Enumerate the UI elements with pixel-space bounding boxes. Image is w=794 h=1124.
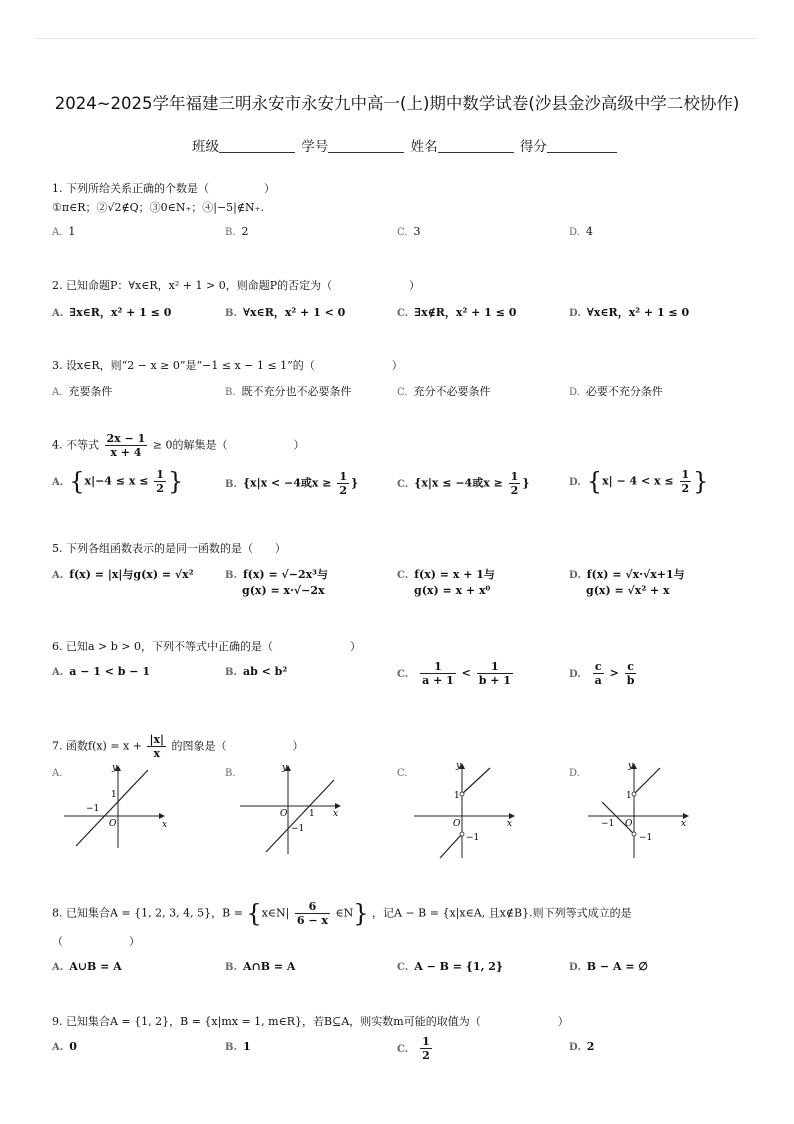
svg-text:O: O [109, 819, 117, 829]
question-2-option-a: A. ∃x∈R，x² + 1 ≤ 0 [52, 306, 172, 319]
question-4-stem: 4. 不等式 $\frac{2x - 1}{x + 4}$ ≥ 0的解集是（ ） [52, 432, 305, 459]
score-label: 得分 [519, 139, 547, 155]
svg-text:x: x [681, 819, 687, 829]
svg-text:O: O [280, 809, 288, 819]
svg-text:y: y [456, 761, 462, 771]
question-1-option-c: C. 3 [397, 225, 421, 238]
question-9-stem: 9. 已知集合A = {1, 2}，B = {x|mx = 1, m∈R}，若B⊆A，则实数m可能的取值为（ ） [52, 1015, 569, 1028]
svg-text:1: 1 [454, 791, 460, 801]
question-1-option-b: B. 2 [225, 225, 249, 238]
question-1-option-d: D. 4 [569, 225, 593, 238]
question-5-option-d-line2: g(x) = √x² + x [586, 584, 670, 597]
question-6-stem: 6. 已知a > b > 0，下列不等式中正确的是（ ） [52, 640, 362, 653]
question-8-paren: （ ） [52, 935, 140, 948]
id-label: 学号 [301, 139, 329, 155]
name-label: 姓名 [410, 139, 438, 155]
svg-text:x: x [507, 819, 513, 829]
question-4-option-a: A. {x|−4 ≤ x ≤ $\frac{1}{2}$ } [52, 467, 184, 496]
question-5-option-b: B. f(x) = √−2x³与 [225, 568, 328, 581]
question-2-option-b: B. ∀x∈R，x² + 1 < 0 [225, 306, 346, 319]
question-6-option-a: A. a − 1 < b − 1 [52, 665, 151, 678]
svg-text:−1: −1 [639, 833, 653, 843]
svg-text:x: x [333, 809, 339, 819]
question-1-stem: 1. 下列所给关系正确的个数是（ ） [52, 182, 275, 195]
question-6-option-b: B. ab < b² [225, 665, 288, 678]
page-title: 2024~2025学年福建三明永安市永安九中高一(上)期中数学试卷(沙县金沙高级中学二校协作) [54, 94, 740, 113]
question-8-stem: 8. 已知集合A = {1, 2, 3, 4, 5}，B = {x∈N| $\frac{6}{6 - x}$ ∈N} ，记A − B = {x|x∈A, 且x∉B}.则下列等式成立的是 [52, 899, 632, 928]
question-7-graph-a [60, 760, 180, 852]
id-blank [328, 138, 404, 153]
question-8-option-b: B. A∩B = A [225, 960, 296, 973]
question-8-option-a: A. A∪B = A [52, 960, 122, 973]
class-label: 班级 [192, 139, 219, 155]
svg-text:1: 1 [309, 809, 315, 819]
svg-text:O: O [625, 819, 633, 829]
fraction: $\frac{2x - 1}{x + 4}$ [106, 432, 146, 459]
svg-text:1: 1 [111, 790, 117, 800]
svg-text:−1: −1 [466, 833, 480, 843]
question-1-option-a: A. 1 [52, 225, 76, 238]
question-5-option-b-line2: g(x) = x·√−2x [242, 584, 325, 597]
name-blank [438, 138, 514, 153]
question-3-option-d: D. 必要不充分条件 [569, 385, 663, 398]
question-7-option-c-label: C. [397, 768, 408, 779]
svg-text:−1: −1 [601, 819, 615, 829]
question-5-option-d: D. f(x) = √x·√x+1与 [569, 568, 685, 581]
svg-text:−1: −1 [291, 824, 305, 834]
top-divider [36, 38, 758, 39]
question-4-option-b: B. {x|x < −4或x ≥ $\frac{1}{2}$ } [225, 470, 359, 497]
question-3-option-a: A. 充要条件 [52, 385, 113, 398]
question-7-option-d-label: D. [569, 768, 580, 779]
question-7-option-a-label: A. [52, 768, 63, 779]
question-1-relations: ①π∈R；②√2∉Q；③0∈N₊；④|−5|∉N₊. [52, 201, 264, 214]
question-2-stem: 2. 已知命题P：∀x∈R，x² + 1 > 0，则命题P的否定为（ ） [52, 279, 421, 292]
question-8-option-d: D. B − A = ∅ [569, 960, 648, 973]
question-4-option-d: D. {x| − 4 < x ≤ $\frac{1}{2}$ } [569, 467, 709, 496]
student-info-line [192, 135, 619, 155]
question-2-option-d: D. ∀x∈R，x² + 1 ≤ 0 [569, 306, 690, 319]
svg-text:1: 1 [626, 791, 632, 801]
question-7-option-b-label: B. [225, 768, 236, 779]
question-7-graph-b [236, 760, 356, 856]
question-9-option-d: D. 2 [569, 1040, 595, 1053]
question-3-stem: 3. 设x∈R，则“2 − x ≥ 0”是“−1 ≤ x − 1 ≤ 1”的（ ） [52, 359, 403, 372]
question-7-graph-d [584, 758, 696, 862]
svg-text:y: y [112, 763, 118, 773]
svg-text:x: x [162, 820, 168, 830]
svg-text:y: y [628, 761, 634, 771]
svg-text:y: y [282, 763, 288, 773]
question-3-option-c: C. 充分不必要条件 [397, 385, 491, 398]
question-9-option-b: B. 1 [225, 1040, 251, 1053]
svg-text:O: O [453, 819, 461, 829]
score-blank [547, 138, 617, 153]
svg-text:−1: −1 [86, 804, 100, 814]
question-5-option-a: A. f(x) = |x|与g(x) = √x² [52, 568, 194, 581]
question-8-option-c: C. A − B = {1, 2} [397, 960, 503, 973]
question-4-option-c: C. {x|x ≤ −4或x ≥ $\frac{1}{2}$ } [397, 470, 530, 497]
question-3-option-b: B. 既不充分也不必要条件 [225, 385, 352, 398]
question-9-option-c: C. $\frac{1}{2}$ [397, 1035, 430, 1062]
question-5-stem: 5. 下列各组函数表示的是同一函数的是（ ） [52, 542, 286, 555]
question-6-option-d: D. $\frac{c}{a}$ > $\frac{c}{b}$ [569, 660, 635, 687]
class-blank [219, 138, 295, 153]
question-5-option-c: C. f(x) = x + 1与 [397, 568, 495, 581]
question-7-stem: 7. 函数f(x) = x + $\frac{|x|}{x}$ 的图象是（ ） [52, 733, 304, 760]
question-9-option-a: A. 0 [52, 1040, 77, 1053]
question-7-graph-c [410, 758, 522, 862]
question-5-option-c-line2: g(x) = x + x⁰ [414, 584, 491, 597]
question-6-option-c: C. $\frac{1}{a + 1}$ < $\frac{1}{b + 1}$ [397, 660, 511, 687]
question-2-option-c: C. ∃x∉R，x² + 1 ≤ 0 [397, 306, 517, 319]
